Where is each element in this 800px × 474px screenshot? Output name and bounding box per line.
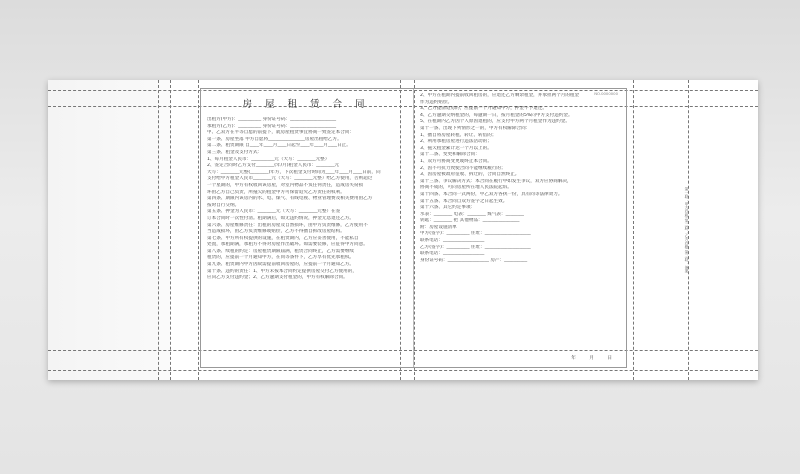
clause-line: 2、签定合同时乙方支付________(年/月)租金人民币：________元 bbox=[207, 163, 340, 169]
document-title: 房 屋 租 赁 合 同 bbox=[242, 99, 370, 110]
clause-line: 乙方(签字)：__________ 住址：____________________ bbox=[420, 244, 531, 250]
clause-line: 第四条、期限内该房内的水、电、煤气、有线电视、物业管理费及相关费用由乙方 bbox=[207, 196, 373, 202]
clause-line: 4、乙方逾期交纳租金的，每逾期一日，按月租金的5%向甲方支付违约金。 bbox=[420, 112, 573, 118]
clause-line: 3、乙方提前退房的，应提前一个月通知甲方，押金不予退还。 bbox=[420, 106, 547, 112]
clause-line: 第十六条、其它约定事项： bbox=[420, 205, 476, 211]
clause-line: 当造成损坏，由乙方负责维修或赔偿，乙方不得擅自拆改房屋结构。 bbox=[207, 229, 345, 235]
clause-line: 3、拖欠租金累计达一个月以上的。 bbox=[420, 145, 492, 151]
clause-line: 第五条、押金为人民币：________元（大写：________元整）在签 bbox=[207, 209, 341, 215]
clause-line: 联系电话：__________________ bbox=[420, 238, 485, 244]
clause-line: 1、每月租金人民币：__________元（大写：________元整） bbox=[207, 156, 330, 162]
serial-number: NO.0000000 bbox=[594, 91, 618, 96]
fold-guide-left-2 bbox=[170, 80, 171, 380]
clause-line: 甲方(签字)：__________ 住址：____________________ bbox=[420, 231, 531, 237]
clause-line: 2、因不可抗力致使合同不能继续履行的； bbox=[420, 165, 506, 171]
contract-right-column bbox=[420, 93, 620, 264]
clause-line: 第三条、租金及支付方式： bbox=[207, 149, 263, 155]
clause-line: 订本合同时一次性付清。租期满后，如无违约情况，押金无息退还乙方。 bbox=[207, 215, 355, 221]
clause-line: 坏由乙方自己负责，所拖欠的租金甲方可保留追究乙方责任的权利。 bbox=[207, 189, 345, 195]
contract-frame bbox=[200, 88, 627, 368]
right-clauses bbox=[420, 93, 620, 264]
clause-line: 第十五条、本合同自双方签字之日起生效。 bbox=[420, 198, 508, 204]
left-clauses bbox=[207, 117, 405, 282]
signing-date: 年 月 日 bbox=[571, 356, 618, 361]
clause-line: 水表：________ 电表：________ 煤气表：________ bbox=[420, 211, 524, 217]
clause-line: 5、在租期内乙方因个人原因退租的，应支付甲方两个月租金作为违约金。 bbox=[420, 119, 570, 125]
clause-line: 第二条、租赁期限 自____年____月____日起至____年____月____日止。 bbox=[207, 143, 351, 149]
clause-line: 租赁的，应提前一个月通知甲方，在同等条件下，乙方享有优先承租权。 bbox=[207, 255, 355, 261]
column-divider bbox=[413, 89, 414, 367]
fold-guide-left bbox=[158, 80, 159, 380]
clause-line: 第十四条、本合同一式两份，甲乙双方各执一份，具有同等法律效力。 bbox=[420, 191, 563, 197]
clause-line: 3、因房屋被政府征收、拆迁的，合同自然终止。 bbox=[420, 172, 520, 178]
contract-left-column bbox=[207, 93, 405, 282]
clause-line: 出租方(甲方)：__________ 身份证号码：____________________ bbox=[207, 117, 337, 122]
clause-line: 联系电话：__________________ bbox=[420, 251, 485, 257]
clause-line: 1、擅自将房屋转租、转让、转借的； bbox=[420, 132, 497, 138]
clause-line: 附：房屋设施清单 bbox=[420, 224, 457, 230]
clause-line: 钥匙：________ 把 其他物品：________________ bbox=[420, 218, 520, 224]
clause-line: 第十条、违约的责任：1、甲方未按本合同约定提供房屋交付乙方使用的， bbox=[207, 268, 357, 274]
clause-line: 一个星期的，甲方有权收回该房屋，对室内物品不负任何责任，造成房失窃损 bbox=[207, 182, 364, 188]
clause-line: 第一条、房屋坐落 甲方自愿将________________房屋出租给乙方。 bbox=[207, 136, 342, 142]
clause-line: 1、双方可协商变更或终止本合同。 bbox=[420, 158, 492, 164]
clause-line: 第十一条、出现下列情形之一的，甲方有权解除合同： bbox=[420, 125, 531, 131]
contract-sheet bbox=[48, 80, 758, 380]
side-note: 第一联：甲方存根 第二联：乙方存根 第三联：备案 bbox=[685, 186, 690, 273]
clause-line: 第十三条、争议解决方式：本合同在履行中如发生争议，双方应协商解决， bbox=[420, 178, 572, 184]
clause-line: 第八条、续租的约定：房屋租赁期限届满，租赁合同终止，乙方需要继续 bbox=[207, 248, 355, 254]
clause-line: 处置，承租期满，承租方不得对房屋作出破坏。如需要装修，应征得甲方同意。 bbox=[207, 242, 368, 248]
clause-line: 作为违约赔偿。 bbox=[420, 99, 453, 105]
clause-line: 第九条、租赁期内甲方因故需提前收回房屋的，应提前一个月通知乙方。 bbox=[207, 262, 355, 268]
clause-line: 2、甲方在租期内提前收回租房的，应退还乙方剩余租金，并承担两个月的租金 bbox=[420, 93, 580, 98]
clause-line: 2、利用承租房屋进行违法活动的； bbox=[420, 139, 492, 145]
clause-line: 第十二条、变更和解除合同： bbox=[420, 152, 480, 158]
fold-guide-bottom-2 bbox=[48, 370, 758, 371]
fold-guide-mid-left bbox=[198, 80, 199, 380]
clause-line: 甲、乙双方在平等自愿的前提下，就房屋租赁事宜协商一致签定本合同： bbox=[207, 130, 355, 136]
clause-line: 按时自行交纳。 bbox=[207, 202, 240, 208]
fold-guide-right bbox=[633, 80, 634, 380]
clause-line: 大写：________元整(________)年方，下次租金支付时间为____年____月____日前，向 bbox=[207, 169, 381, 175]
clause-line: 承租方(乙方)：__________ 身份证号码：____________________ bbox=[207, 123, 337, 129]
clause-line: 身份证号码：__________________ 房产：__________ bbox=[420, 257, 528, 263]
clause-line: 应向乙方支付违约金；2、乙方逾期支付租金的，甲方有权解除合同。 bbox=[207, 275, 348, 281]
clause-line: 支付给甲方租金人民币________元（大写：________元整）给乙方使用，否则超过 bbox=[207, 176, 373, 182]
clause-line: 协商不成的，可向房屋所在地人民法院起诉。 bbox=[420, 185, 512, 191]
clause-line: 第七条、甲方所有权提供的设施，在租赁期内，乙方应妥善使用，不能私自 bbox=[207, 235, 359, 241]
clause-line: 第六条、房屋维修责任：出租的房屋及自然损坏，由甲方负责维修，乙方使用不 bbox=[207, 222, 368, 228]
